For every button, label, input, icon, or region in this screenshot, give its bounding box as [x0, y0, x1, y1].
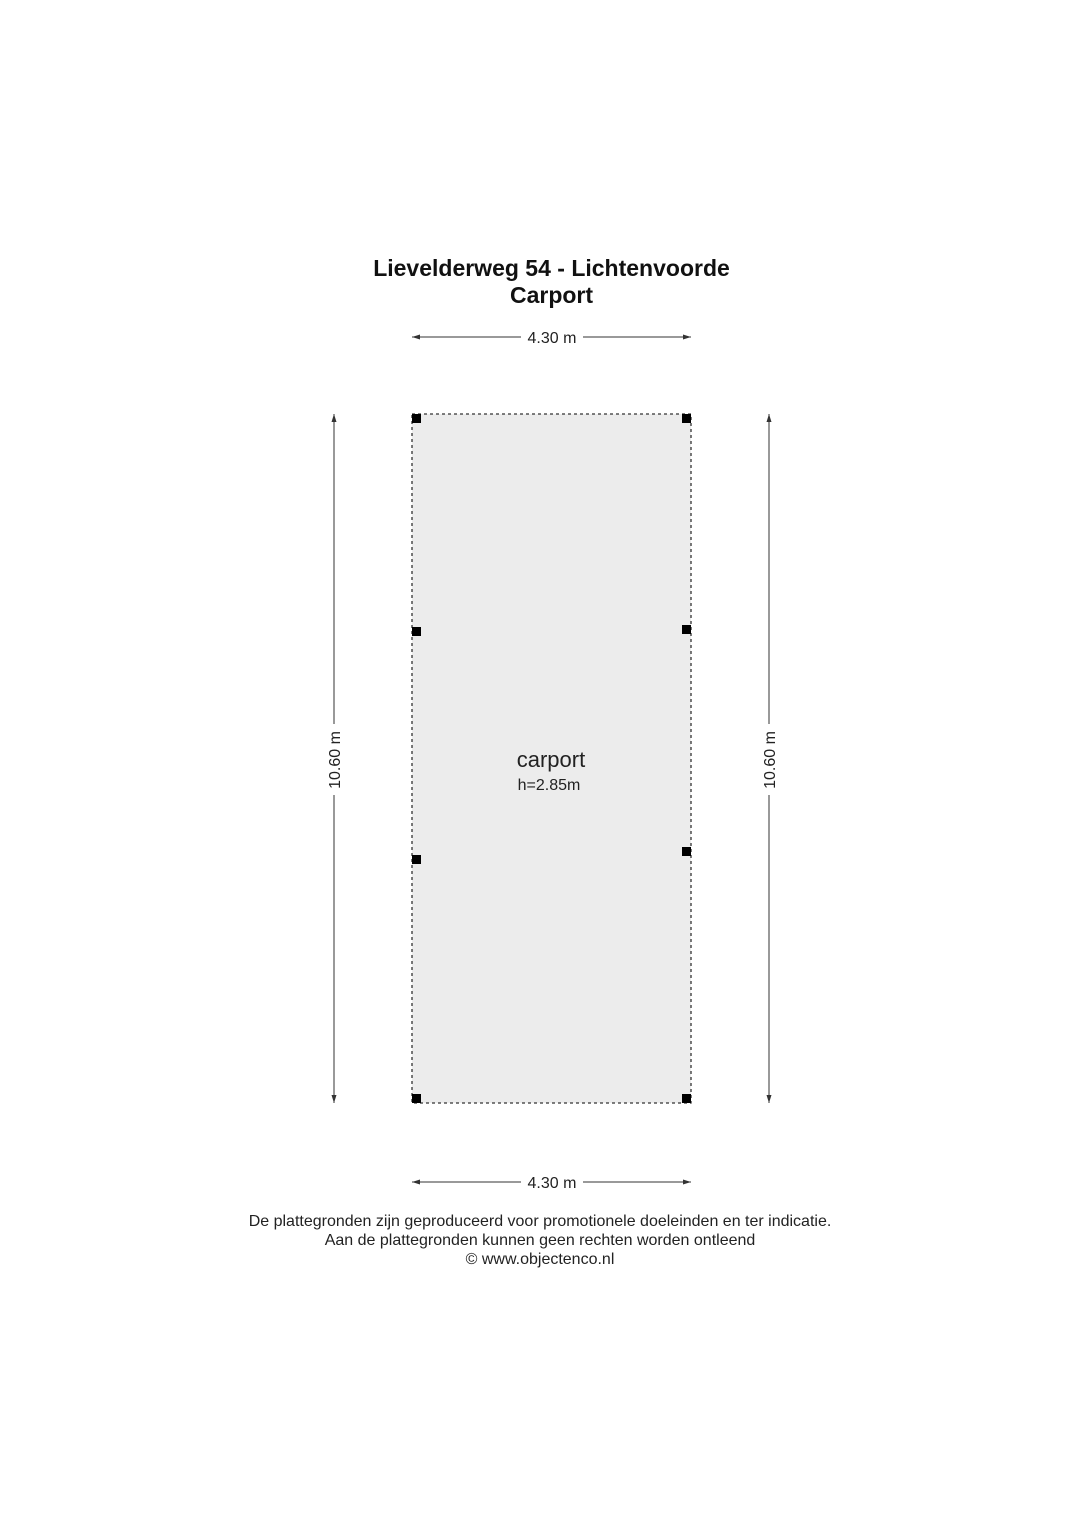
post-marker-icon — [412, 627, 421, 636]
plan-subtitle: Carport — [509, 282, 594, 308]
post-marker-icon — [682, 414, 691, 423]
bottom-width-label: 4.30 m — [527, 1175, 577, 1192]
left-length-label: 10.60 m — [327, 731, 344, 789]
top-width-label: 4.30 m — [527, 330, 577, 347]
right-length-label: 10.60 m — [762, 731, 779, 789]
post-marker-icon — [412, 1094, 421, 1103]
post-marker-icon — [682, 1094, 691, 1103]
room-name: carport — [516, 747, 586, 772]
room-height: h=2.85m — [517, 777, 581, 794]
plan-title: Lievelderweg 54 - Lichtenvoorde — [373, 255, 730, 281]
disclaimer-line-2: Aan de plattegronden kunnen geen rechten worden ontleend — [324, 1232, 756, 1249]
post-marker-icon — [412, 855, 421, 864]
disclaimer-line-1: De plattegronden zijn geproduceerd voor promotionele doeleinden en ter indicatie. — [248, 1213, 832, 1230]
post-marker-icon — [412, 414, 421, 423]
post-marker-icon — [682, 847, 691, 856]
post-marker-icon — [682, 625, 691, 634]
copyright-line: © www.objectenco.nl — [465, 1251, 615, 1268]
